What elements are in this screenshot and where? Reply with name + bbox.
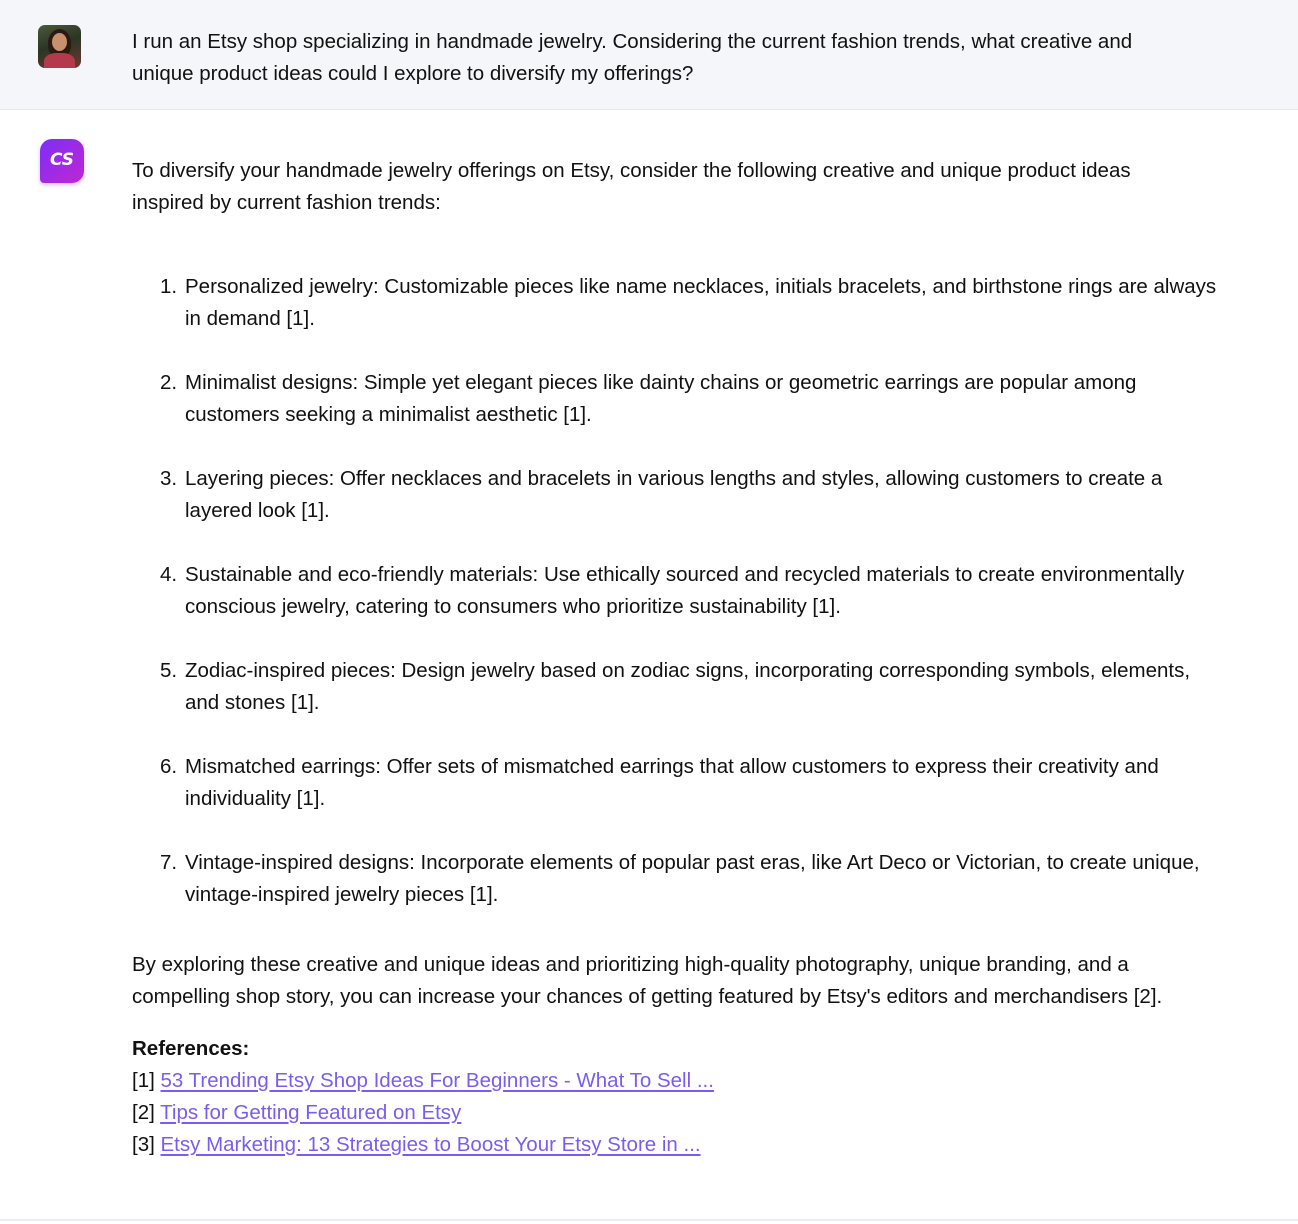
list-item-number: 6. (160, 755, 178, 778)
references-heading: References: (132, 1037, 250, 1060)
list-item-text: Layering pieces: Offer necklaces and bracelets in various lengths and styles, allowing customers to create a layered look [1]. (185, 467, 1163, 522)
reference-link[interactable]: 53 Trending Etsy Shop Ideas For Beginners - What To Sell ... (160, 1069, 714, 1092)
assistant-closing: By exploring these creative and unique ideas and prioritizing high-quality photography, unique branding, and a compelling shop story, you can increase your chances of getting featured by Etsy's editors and merchandisers [2]. (132, 953, 1163, 1008)
list-item (132, 751, 1225, 815)
list-item-text: Mismatched earrings: Offer sets of mismatched earrings that allow customers to express their creativity and individuality [1]. (185, 755, 1159, 810)
list-item-number: 2. (160, 371, 178, 394)
list-item-number: 5. (160, 659, 178, 682)
user-message-row (0, 0, 1298, 110)
reference-index: [2] (132, 1101, 155, 1124)
list-item-number: 3. (160, 467, 178, 490)
assistant-message (132, 155, 1232, 1161)
user-message-text: I run an Etsy shop specializing in handmade jewelry. Considering the current fashion trends, what creative and unique product ideas could I explore to diversify my offerings? (132, 30, 1133, 85)
list-item (132, 655, 1225, 719)
reference-index: [1] (132, 1069, 155, 1092)
list-item (132, 367, 1225, 431)
list-item-number: 1. (160, 275, 178, 298)
list-item (132, 463, 1225, 527)
assistant-intro: To diversify your handmade jewelry offerings on Etsy, consider the following creative and unique product ideas inspired by current fashion trends: (132, 159, 1131, 214)
list-item-text: Zodiac-inspired pieces: Design jewelry based on zodiac signs, incorporating corresponding symbols, elements, and stones [1]. (185, 659, 1191, 714)
list-item-number: 7. (160, 851, 178, 874)
list-item (132, 271, 1225, 335)
list-item-text: Minimalist designs: Simple yet elegant pieces like dainty chains or geometric earrings are popular among customers seeking a minimalist aesthetic [1]. (185, 371, 1137, 426)
reference-link[interactable]: Etsy Marketing: 13 Strategies to Boost Your Etsy Store in ... (160, 1133, 701, 1156)
list-item-text: Personalized jewelry: Customizable pieces like name necklaces, initials bracelets, and birthstone rings are always in demand [1]. (185, 275, 1217, 330)
ideas-list (132, 271, 1232, 911)
reference-index: [3] (132, 1133, 155, 1156)
reference-item (132, 1129, 1232, 1161)
user-avatar (38, 25, 81, 68)
assistant-avatar-label: CS (49, 150, 75, 170)
list-item-text: Vintage-inspired designs: Incorporate elements of popular past eras, like Art Deco or Victorian, to create unique, vintage-inspired jewelry pieces [1]. (185, 851, 1200, 906)
reference-item (132, 1065, 1232, 1097)
list-item (132, 559, 1225, 623)
list-item-number: 4. (160, 563, 178, 586)
list-item (132, 847, 1225, 911)
reference-item (132, 1097, 1232, 1129)
bottom-divider (0, 1219, 1298, 1221)
assistant-avatar (40, 139, 84, 183)
reference-link[interactable]: Tips for Getting Featured on Etsy (160, 1101, 462, 1124)
list-item-text: Sustainable and eco-friendly materials: Use ethically sourced and recycled materials to create environmentally conscious jewelry, catering to consumers who prioritize sustainability [1]. (185, 563, 1185, 618)
